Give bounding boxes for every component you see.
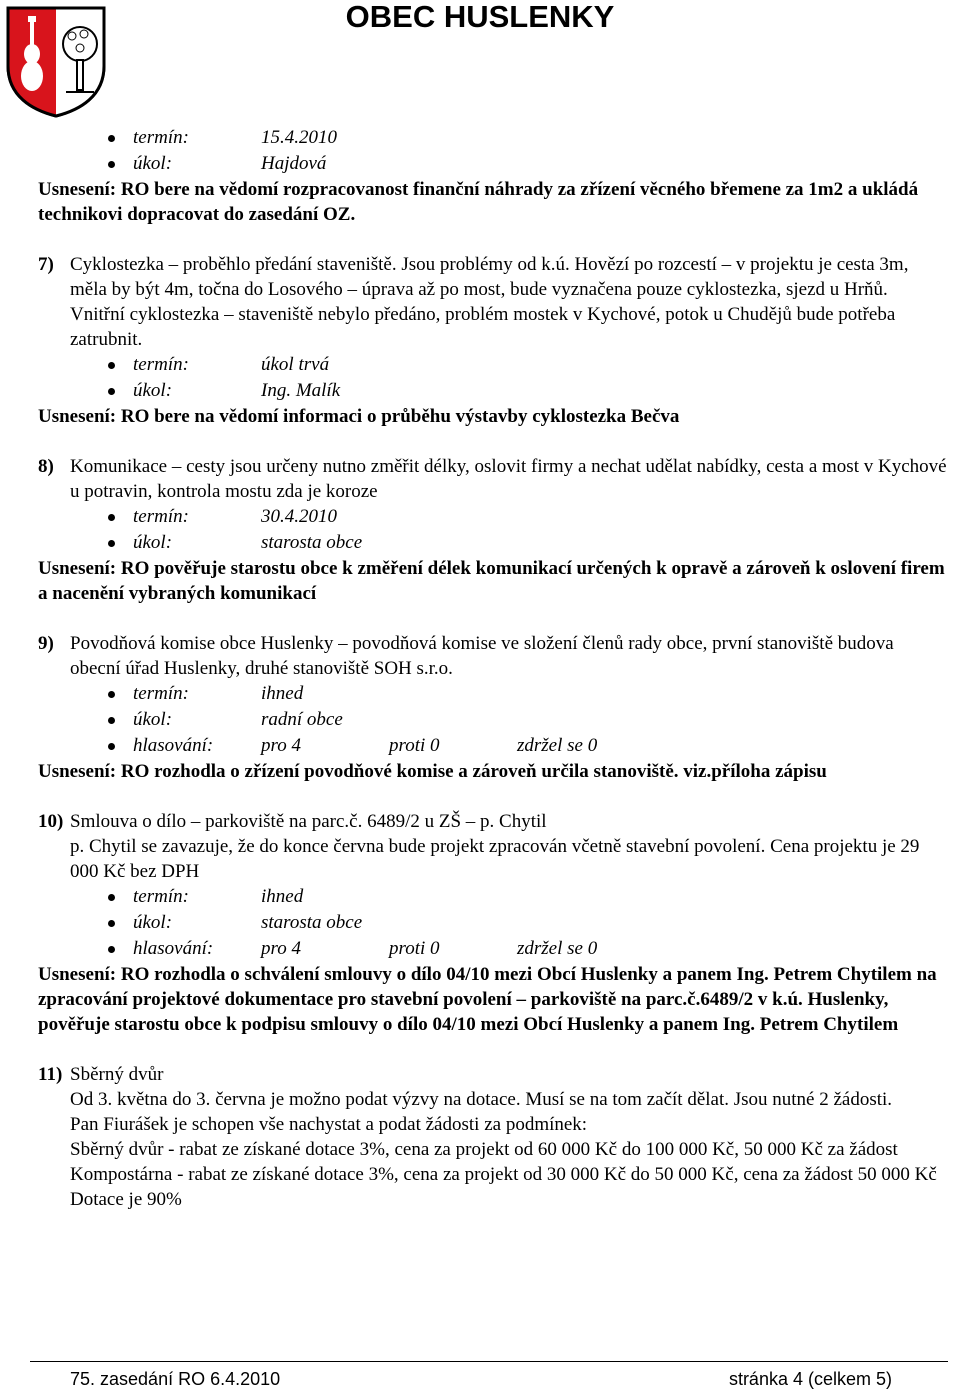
footer-page-number: stránka 4 (celkem 5) bbox=[728, 1369, 892, 1389]
agenda-item bbox=[38, 631, 948, 681]
footer-meeting: 75. zasedání RO 6.4.2010 bbox=[70, 1369, 281, 1389]
municipal-crest-icon bbox=[4, 4, 108, 118]
page-title: OBEC HUSLENKY bbox=[345, 0, 615, 34]
agenda-item bbox=[38, 809, 948, 884]
item-number: 11) bbox=[38, 1064, 63, 1085]
bullet-item: termín: 30.4.2010 bbox=[38, 504, 948, 530]
vote-line: hlasování: pro 4 proti 0 zdržel se 0 bbox=[38, 936, 948, 962]
page-footer bbox=[30, 1361, 948, 1389]
item-paragraph: Sběrný dvůr bbox=[70, 1064, 164, 1085]
bullet-item: úkol: starosta obce bbox=[38, 910, 948, 936]
agenda-item bbox=[38, 252, 948, 352]
resolution: Usnesení: RO bere na vědomí rozpracovanost finanční náhrady za zřízení věcného břemene za 1m2 a ukládá technikovi dopracovat do zasedání OZ. bbox=[38, 179, 919, 225]
item-number: 10) bbox=[38, 811, 64, 832]
bullet-item: úkol: starosta obce bbox=[38, 530, 948, 556]
bullet-item: termín: ihned bbox=[38, 681, 948, 707]
agenda-item bbox=[38, 1062, 948, 1212]
item-paragraph: Dotace je 90% bbox=[70, 1189, 182, 1210]
item-paragraph: Smlouva o dílo – parkoviště na parc.č. 6489/2 u ZŠ – p. Chytil bbox=[70, 811, 547, 832]
resolution: Usnesení: RO rozhodla o zřízení povodňové komise a zároveň určila stanoviště. viz.příloha zápisu bbox=[38, 761, 827, 782]
resolution: Usnesení: RO bere na vědomí informaci o průběhu výstavby cyklostezka Bečva bbox=[38, 406, 680, 427]
agenda-item bbox=[38, 454, 948, 504]
bullet-item: termín: 15.4.2010 bbox=[38, 125, 948, 151]
item-paragraph: Komunikace – cesty jsou určeny nutno změřit délky, oslovit firmy a nechat udělat nabídky, cesta a most v Kychové u potravin, kontrola mostu zda je koroze bbox=[70, 456, 947, 502]
item-paragraph: Kompostárna - rabat ze získané dotace 3%, cena za projekt od 30 000 Kč do 50 000 Kč, cena za žádost 50 000 Kč bbox=[70, 1164, 937, 1185]
bullet-item: úkol: Ing. Malík bbox=[38, 378, 948, 404]
resolution: Usnesení: RO rozhodla o schválení smlouvy o dílo 04/10 mezi Obcí Huslenky a panem Ing. Petrem Chytilem na zpracování projektové dokumentace pro stavební povolení – parkoviště na parc.č.6489/2 v k.ú. Huslenky, pověřuje starostu obce k podpisu smlouvy o dílo 04/10 mezi Obcí Huslenky a panem Ing. Petrem Chytilem bbox=[38, 964, 937, 1035]
bullet-item: úkol: Hajdová bbox=[38, 151, 948, 177]
bullet-item: termín: úkol trvá bbox=[38, 352, 948, 378]
document-body bbox=[38, 125, 948, 1212]
resolution: Usnesení: RO pověřuje starostu obce k změření délek komunikací určených k opravě a zároveň k oslovení firem a nacenění vybraných komunikací bbox=[38, 558, 945, 604]
item-paragraph: Pan Fiurášek je schopen vše nachystat a podat žádosti za podmínek: bbox=[70, 1114, 588, 1135]
vote-line: hlasování: pro 4 proti 0 zdržel se 0 bbox=[38, 733, 948, 759]
item-paragraph: Cyklostezka – proběhlo předání staveniště. Jsou problémy od k.ú. Hovězí po rozcestí – v projektu je cesta 3m, měla by být 4m, točna do Losového – úprava až po most, bude vyznačena pouze cyklostezka, sjezd u Hrňů. bbox=[70, 254, 909, 300]
bullet-item: termín: ihned bbox=[38, 884, 948, 910]
item-paragraph: p. Chytil se zavazuje, že do konce června bude projekt zpracován včetně stavební povolení. Cena projektu je 29 000 Kč bez DPH bbox=[70, 836, 920, 882]
item-paragraph: Povodňová komise obce Huslenky – povodňová komise ve složení členů rady obce, první stanoviště budova obecní úřad Huslenky, druhé stanoviště SOH s.r.o. bbox=[70, 633, 894, 679]
bullet-item: úkol: radní obce bbox=[38, 707, 948, 733]
item-paragraph: Od 3. května do 3. června je možno podat výzvy na dotace. Musí se na tom začít dělat. Jsou nutné 2 žádosti. bbox=[70, 1089, 893, 1110]
item-paragraph: Vnitřní cyklostezka – staveniště nebylo předáno, problém mostek v Kychové, potok u Chudějů bude potřeba zatrubnit. bbox=[70, 304, 896, 350]
item-number: 9) bbox=[38, 633, 54, 654]
item-paragraph: Sběrný dvůr - rabat ze získané dotace 3%, cena za projekt od 60 000 Kč do 100 000 Kč, 50 000 Kč za žádost bbox=[70, 1139, 898, 1160]
item-number: 8) bbox=[38, 456, 54, 477]
item-number: 7) bbox=[38, 254, 54, 275]
